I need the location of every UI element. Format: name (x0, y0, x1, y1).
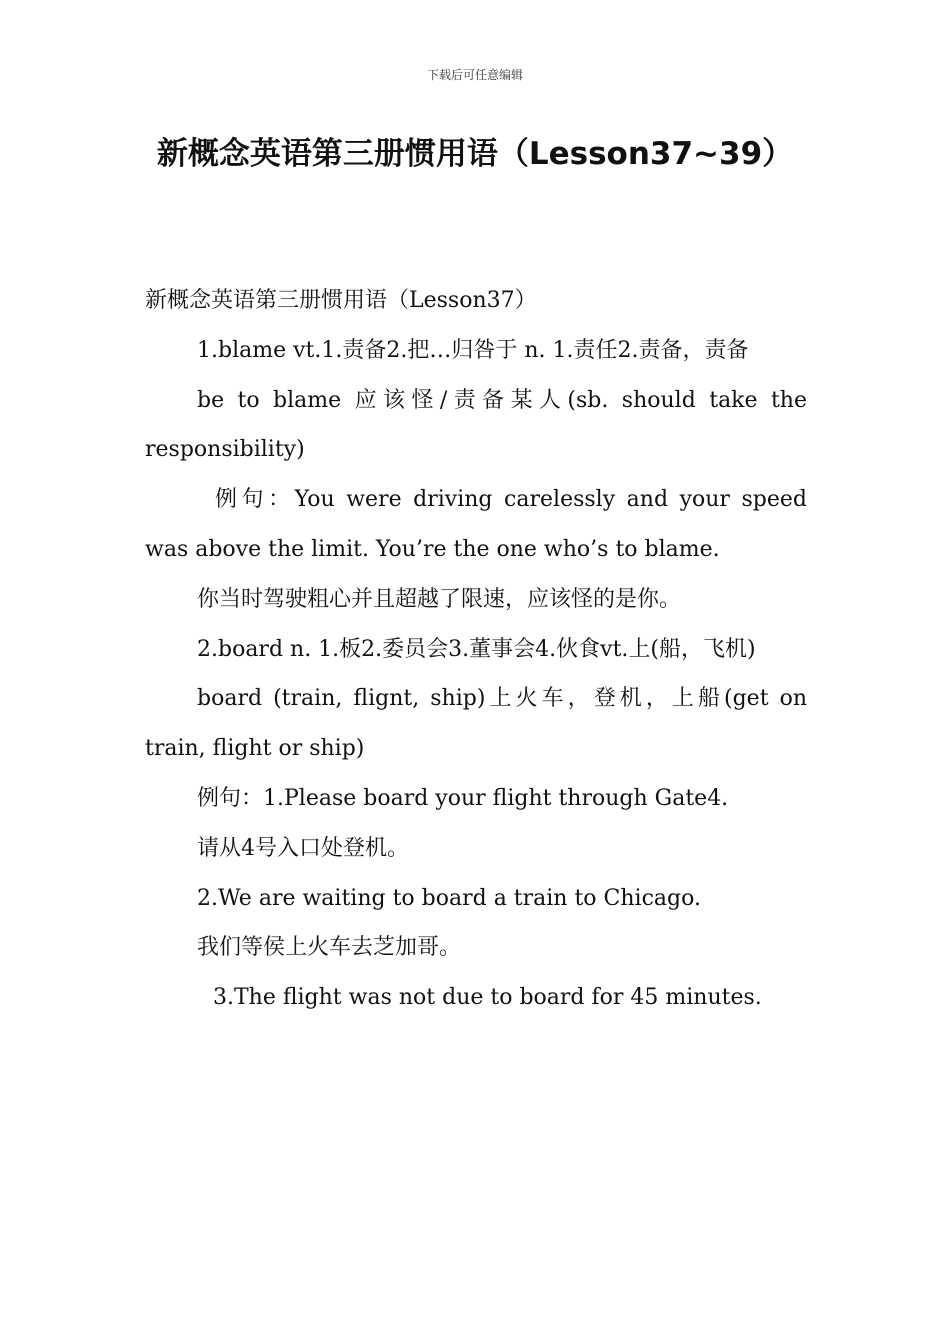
paragraph-blame-translation: 你当时驾驶粗心并且超越了限速，应该怪的是你。 (197, 586, 682, 612)
header-note: 下载后可任意编辑 (426, 68, 523, 82)
paragraph-board-example-1: 例句：1.Please board your flight through Gate4. (197, 785, 729, 811)
paragraph-board-example-2: 2.We are waiting to board a train to Chicago. (197, 885, 701, 911)
paragraph-blame-example: 例句：You were driving carelessly and your speed was above the limit. You’re the one who’s to blame. (145, 487, 807, 562)
paragraph-board-example-3: 3.The flight was not due to board for 45 minutes. (213, 985, 762, 1011)
paragraph-board-definition: 2.board n. 1.板2.委员会3.董事会4.伙食vt.上(船，飞机) (197, 636, 756, 662)
paragraph-board-translation-1: 请从4号入口处登机。 (197, 835, 409, 861)
section-heading: 新概念英语第三册惯用语（Lesson37） (145, 288, 537, 313)
document-body (145, 276, 807, 1023)
paragraph-board-translation-2: 我们等侯上火车去芝加哥。 (197, 935, 462, 961)
paragraph-be-to-blame: be to blame 应该怪/责备某人(sb. should take the responsibility) (145, 387, 807, 463)
paragraph-blame-definition: 1.blame vt.1.责备2.把…归咎于 n. 1.责任2.责备，责备 (197, 337, 749, 363)
paragraph-board-phrase: board (train, flignt, ship)上火车，登机，上船(get on train, flight or ship) (145, 686, 807, 762)
document-title: 新概念英语第三册惯用语（Lesson37~39） (156, 136, 794, 172)
